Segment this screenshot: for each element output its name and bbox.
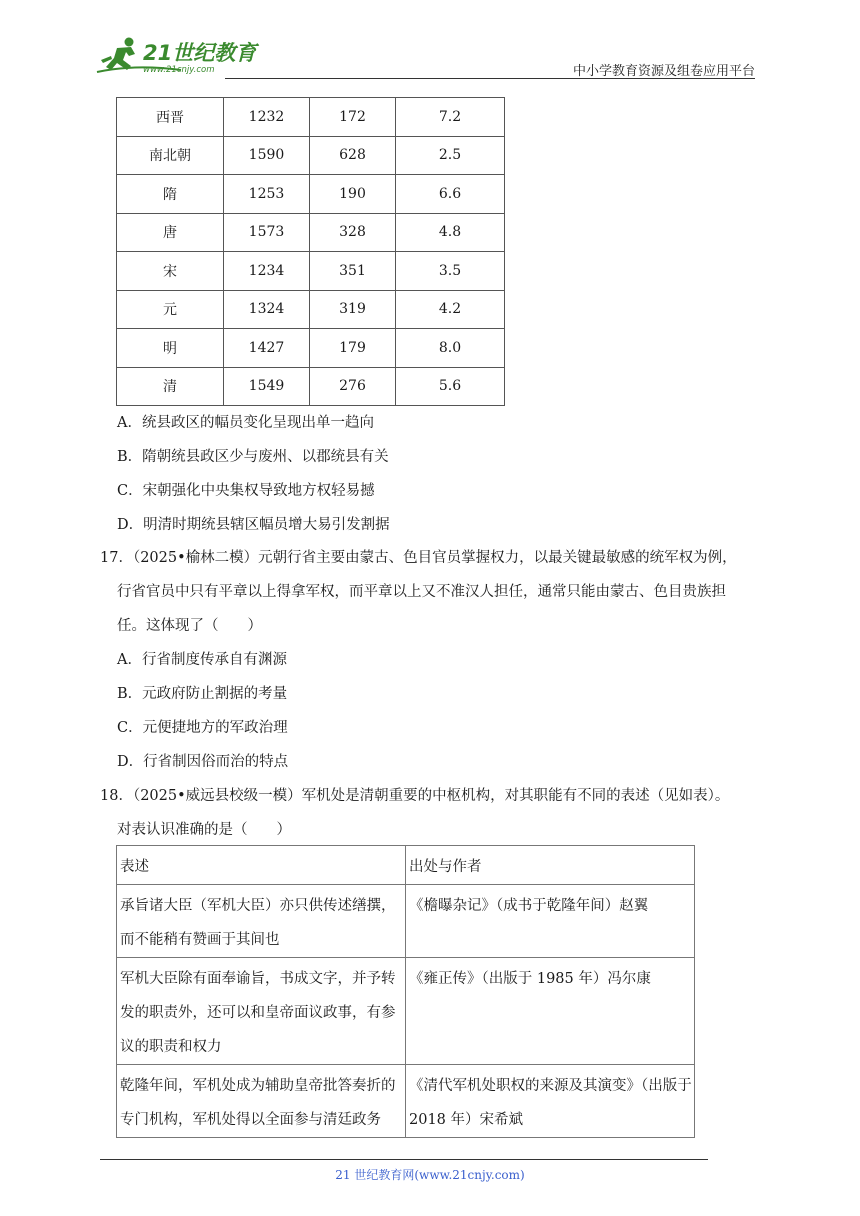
table-cell: 4.2: [396, 290, 505, 329]
table-cell: 1234: [224, 252, 310, 291]
table-cell: 5.6: [396, 367, 505, 406]
table-header-statement: 表述: [117, 846, 406, 885]
q16-option-b: B．隋朝统县政区少与废州、以郡统县有关: [117, 449, 389, 465]
table-cell: 元: [117, 290, 224, 329]
data-table-2: [116, 845, 695, 1138]
q17-option-d: D．行省制因俗而治的特点: [117, 754, 289, 770]
table-cell: 1324: [224, 290, 310, 329]
q18-stem-line-1: 18．（2025•威远县校级一模）军机处是清朝重要的中枢机构，对其职能有不同的表述（见如表）。: [100, 788, 730, 804]
table-cell: 《清代军机处职权的来源及其演变》（出版于 2018 年）宋希斌: [406, 1065, 695, 1138]
table-header-source: 出处与作者: [406, 846, 695, 885]
logo-sub-text: www.21cnjy.com: [143, 65, 215, 75]
table-row: [117, 252, 505, 291]
table-row: [117, 98, 505, 137]
table-cell: 1590: [224, 136, 310, 175]
table-cell: 1427: [224, 329, 310, 368]
data-table-1: [116, 97, 505, 406]
table-cell: 4.8: [396, 213, 505, 252]
table-cell: 2.5: [396, 136, 505, 175]
table-cell: 8.0: [396, 329, 505, 368]
table-cell: 明: [117, 329, 224, 368]
q16-option-c: C．宋朝强化中央集权导致地方权轻易撼: [117, 483, 375, 499]
q16-option-d: D．明清时期统县辖区幅员增大易引发割据: [117, 517, 390, 533]
table-cell: 7.2: [396, 98, 505, 137]
table-cell: 宋: [117, 252, 224, 291]
page-header: [95, 34, 755, 78]
table-cell: 乾隆年间，军机处成为辅助皇帝批答奏折的专门机构，军机处得以全面参与清廷政务: [117, 1065, 406, 1138]
q17-stem-line-3: 任。这体现了（ ）: [117, 618, 262, 634]
table-row: [117, 367, 505, 406]
table-cell: 军机大臣除有面奉谕旨，书成文字，并予转发的职责外，还可以和皇帝面议政事，有参议的职责和权力: [117, 958, 406, 1065]
table-cell: 3.5: [396, 252, 505, 291]
logo-main-text: 21世纪教育: [143, 41, 257, 65]
table-cell: 《檐曝杂记》（成书于乾隆年间）赵翼: [406, 885, 695, 958]
table-row: [117, 290, 505, 329]
table-cell: 1549: [224, 367, 310, 406]
footer-divider: [100, 1159, 708, 1160]
table-cell: 319: [310, 290, 396, 329]
table-cell: 承旨诸大臣（军机大臣）亦只供传述缮撰，而不能稍有赞画于其间也: [117, 885, 406, 958]
table-cell: 1573: [224, 213, 310, 252]
site-logo: [95, 34, 265, 78]
table-cell: 351: [310, 252, 396, 291]
header-divider: [225, 78, 755, 79]
table-cell: 1232: [224, 98, 310, 137]
table-cell: 唐: [117, 213, 224, 252]
table-cell: 190: [310, 175, 396, 214]
table-cell: 西晋: [117, 98, 224, 137]
table-cell: 1253: [224, 175, 310, 214]
table-cell: 南北朝: [117, 136, 224, 175]
table-cell: 276: [310, 367, 396, 406]
table-cell: 隋: [117, 175, 224, 214]
table-row: [117, 329, 505, 368]
table-cell: 179: [310, 329, 396, 368]
table-row: [117, 136, 505, 175]
q17-option-c: C．元便捷地方的军政治理: [117, 720, 288, 736]
q17-option-a: A．行省制度传承自有渊源: [117, 652, 287, 668]
q16-option-a: A．统县政区的幅员变化呈现出单一趋向: [117, 415, 374, 431]
q17-stem-line-1: 17．（2025•榆林二模）元朝行省主要由蒙古、色目官员掌握权力，以最关键最敏感的统军权为例，: [100, 550, 737, 566]
table-cell: 清: [117, 367, 224, 406]
table-cell: 《雍正传》（出版于 1985 年）冯尔康: [406, 958, 695, 1065]
footer-text: 21 世纪教育网(www.21cnjy.com): [335, 1168, 525, 1182]
table-cell: 628: [310, 136, 396, 175]
q17-stem-line-2: 行省官员中只有平章以上得拿军权，而平章以上又不准汉人担任，通常只能由蒙古、色目贵族担: [117, 584, 726, 600]
table-row: [117, 175, 505, 214]
header-platform-text: 中小学教育资源及组卷应用平台: [572, 64, 755, 79]
q17-option-b: B．元政府防止割据的考量: [117, 686, 288, 702]
q18-stem-line-2: 对表认识准确的是（ ）: [117, 822, 291, 838]
table-row: [117, 213, 505, 252]
table-cell: 172: [310, 98, 396, 137]
table-cell: 328: [310, 213, 396, 252]
table-cell: 6.6: [396, 175, 505, 214]
